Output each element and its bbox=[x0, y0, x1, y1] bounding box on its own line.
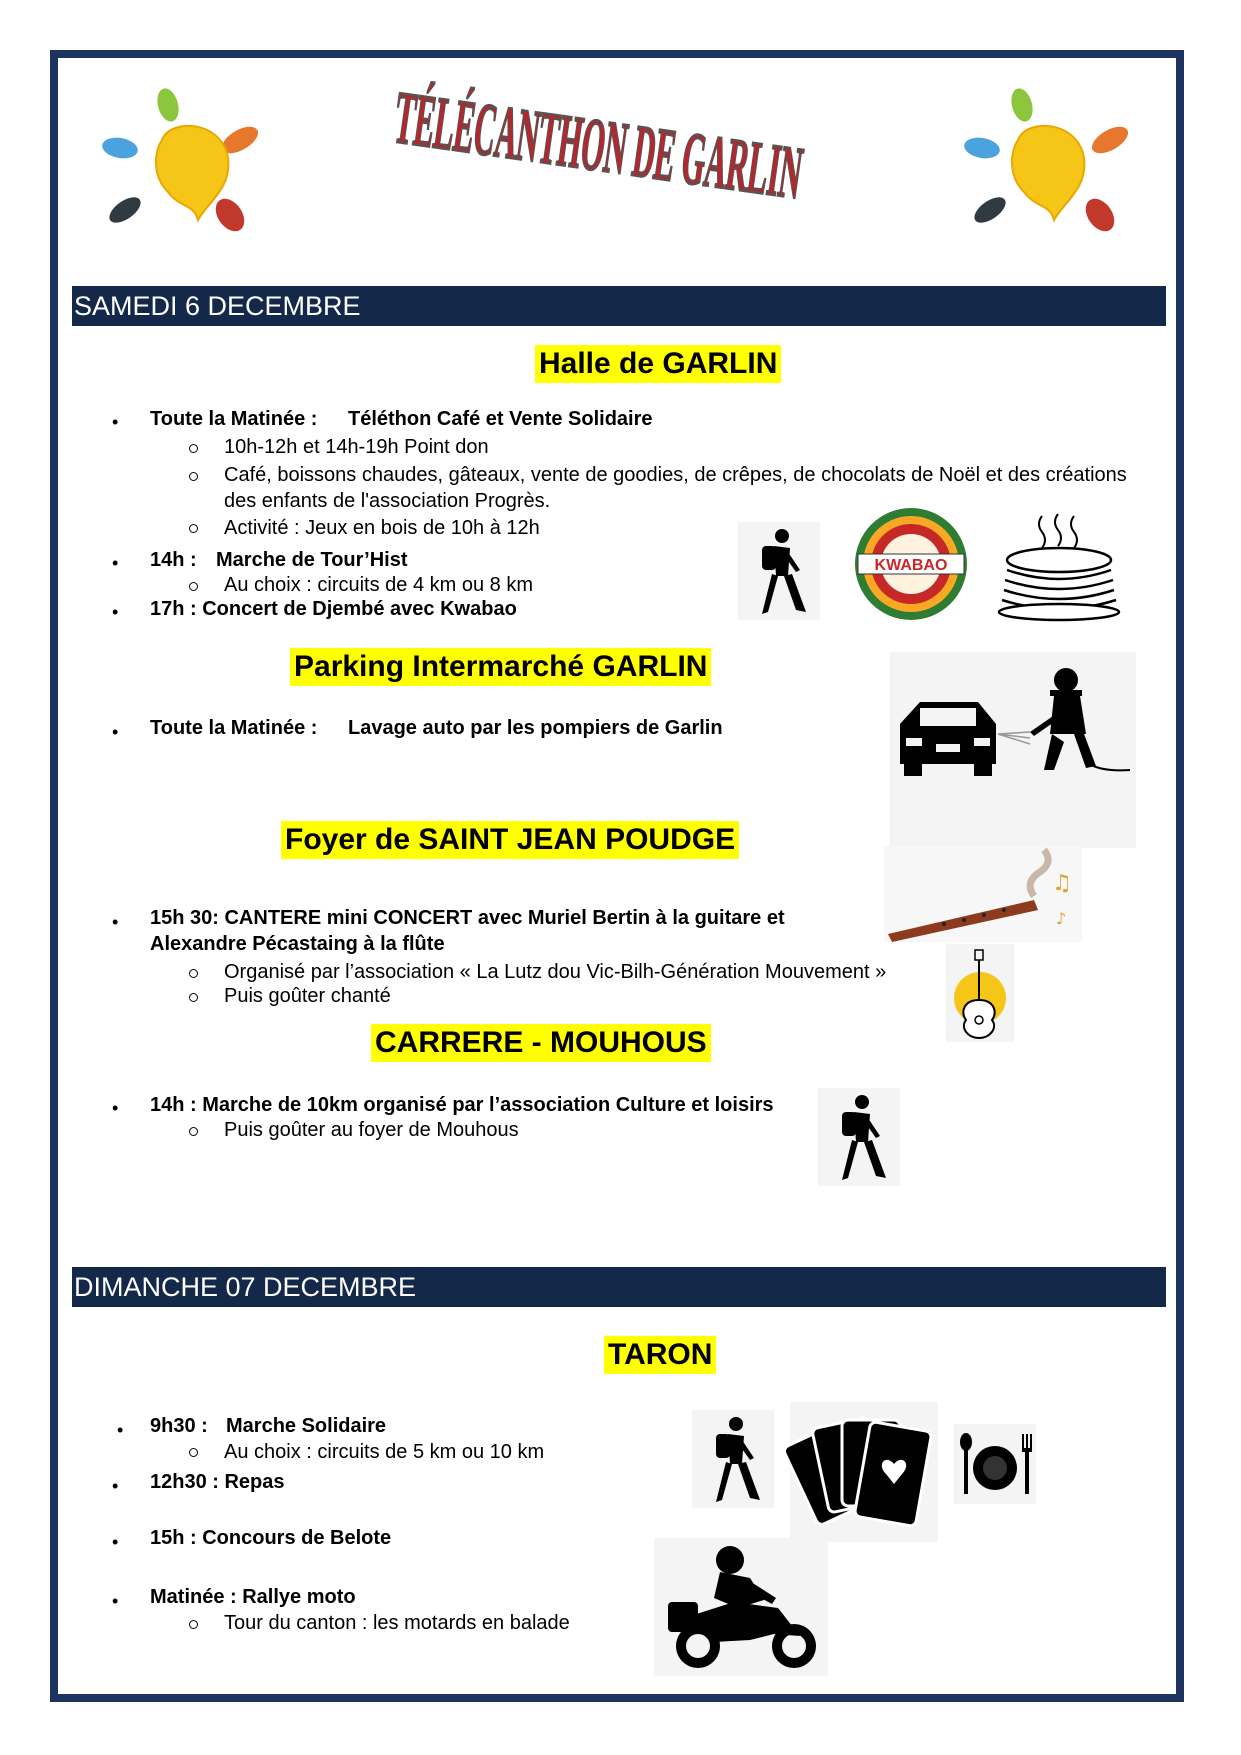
taron-item3: 15h : Concours de Belote bbox=[150, 1527, 392, 1549]
taron-sub1: Au choix : circuits de 5 km ou 10 km bbox=[224, 1441, 545, 1463]
venue-carrere-mouhous: CARRERE - MOUHOUS bbox=[371, 1024, 711, 1062]
venue-halle-garlin: Halle de GARLIN bbox=[535, 345, 781, 383]
parking-item1-value: Lavage auto par les pompiers de Garlin bbox=[348, 717, 723, 739]
taron-item2: 12h30 : Repas bbox=[150, 1471, 285, 1493]
svg-text:♫: ♫ bbox=[1052, 871, 1072, 896]
carrere-item1: 14h : Marche de 10km organisé par l’association Culture et loisirs bbox=[150, 1094, 774, 1116]
guitar-icon bbox=[946, 944, 1014, 1042]
sub-bullet bbox=[189, 524, 198, 533]
bullet: • bbox=[112, 722, 119, 742]
bullet: • bbox=[112, 1591, 119, 1611]
sub-bullet bbox=[189, 444, 198, 453]
foyer-item1-line2: Alexandre Pécastaing à la flûte bbox=[150, 933, 445, 955]
foyer-item1-line1: 15h 30: CANTERE mini CONCERT avec Muriel Bertin à la guitare et bbox=[150, 907, 785, 929]
foyer-sub2: Puis goûter chanté bbox=[224, 985, 391, 1007]
day1-banner: SAMEDI 6 DECEMBRE bbox=[72, 286, 1166, 326]
halle-sub4: Au choix : circuits de 4 km ou 8 km bbox=[224, 574, 534, 596]
playing-cards-icon bbox=[790, 1402, 938, 1542]
venue-foyer-saint-jean-poudge: Foyer de SAINT JEAN POUDGE bbox=[281, 821, 739, 859]
plate-cutlery-icon bbox=[954, 1424, 1036, 1504]
svg-text:♪: ♪ bbox=[1056, 909, 1067, 928]
halle-sub2-line1: Café, boissons chaudes, gâteaux, vente de goodies, de crêpes, de chocolats de Noël et des créations bbox=[224, 464, 1127, 486]
parking-item1-label: Toute la Matinée : bbox=[150, 717, 318, 739]
carrere-sub1: Puis goûter au foyer de Mouhous bbox=[224, 1119, 519, 1141]
halle-item1-value: Téléthon Café et Vente Solidaire bbox=[348, 408, 653, 430]
halle-sub3: Activité : Jeux en bois de 10h à 12h bbox=[224, 517, 540, 539]
bullet: • bbox=[112, 553, 119, 573]
car-wash-icon bbox=[890, 652, 1136, 848]
venue-taron: TARON bbox=[604, 1336, 716, 1374]
taron-sub2: Tour du canton : les motards en balade bbox=[224, 1612, 570, 1634]
kwabao-logo bbox=[852, 506, 970, 622]
taron-item4: Matinée : Rallye moto bbox=[150, 1586, 356, 1608]
sub-bullet bbox=[189, 1448, 198, 1457]
halle-item2-value: Marche de Tour’Hist bbox=[216, 549, 408, 571]
bullet: • bbox=[112, 1098, 119, 1118]
halle-sub1: 10h-12h et 14h-19h Point don bbox=[224, 436, 489, 458]
hiker-icon bbox=[692, 1410, 774, 1508]
taron-item1-label: 9h30 : bbox=[150, 1415, 208, 1437]
sub-bullet bbox=[189, 582, 198, 591]
halle-item1-label: Toute la Matinée : bbox=[150, 408, 318, 430]
bullet: • bbox=[112, 1532, 119, 1552]
pancakes-icon bbox=[992, 508, 1126, 622]
venue-parking-intermarche: Parking Intermarché GARLIN bbox=[290, 648, 711, 686]
hiker-icon bbox=[738, 522, 820, 620]
sub-bullet bbox=[189, 993, 198, 1002]
day2-banner: DIMANCHE 07 DECEMBRE bbox=[72, 1267, 1166, 1307]
flute-icon bbox=[884, 846, 1082, 942]
sub-bullet bbox=[189, 1127, 198, 1136]
sub-bullet bbox=[189, 969, 198, 978]
sub-bullet bbox=[189, 1620, 198, 1629]
page-title bbox=[380, 75, 1078, 253]
bullet: • bbox=[112, 602, 119, 622]
hiker-icon bbox=[818, 1088, 900, 1186]
sun-logo-left-icon bbox=[90, 80, 270, 240]
page-title-text: TÉLÉCANTHON DE GARLIN bbox=[389, 75, 1078, 253]
taron-item1-value: Marche Solidaire bbox=[226, 1415, 387, 1437]
motorcycle-icon bbox=[654, 1538, 828, 1676]
bullet: • bbox=[112, 1476, 119, 1496]
sub-bullet bbox=[189, 472, 198, 481]
bullet: • bbox=[112, 412, 119, 432]
halle-sub2-line2: des enfants de l'association Progrès. bbox=[224, 490, 551, 512]
bullet: • bbox=[112, 912, 119, 932]
halle-item2-label: 14h : bbox=[150, 549, 197, 571]
sun-logo-right-icon bbox=[960, 80, 1140, 240]
kwabao-logo-text: KWABAO bbox=[874, 557, 948, 574]
foyer-sub1: Organisé par l’association « La Lutz dou Vic-Bilh-Génération Mouvement » bbox=[224, 961, 887, 983]
bullet: • bbox=[117, 1420, 124, 1440]
halle-item3: 17h : Concert de Djembé avec Kwabao bbox=[150, 598, 517, 620]
